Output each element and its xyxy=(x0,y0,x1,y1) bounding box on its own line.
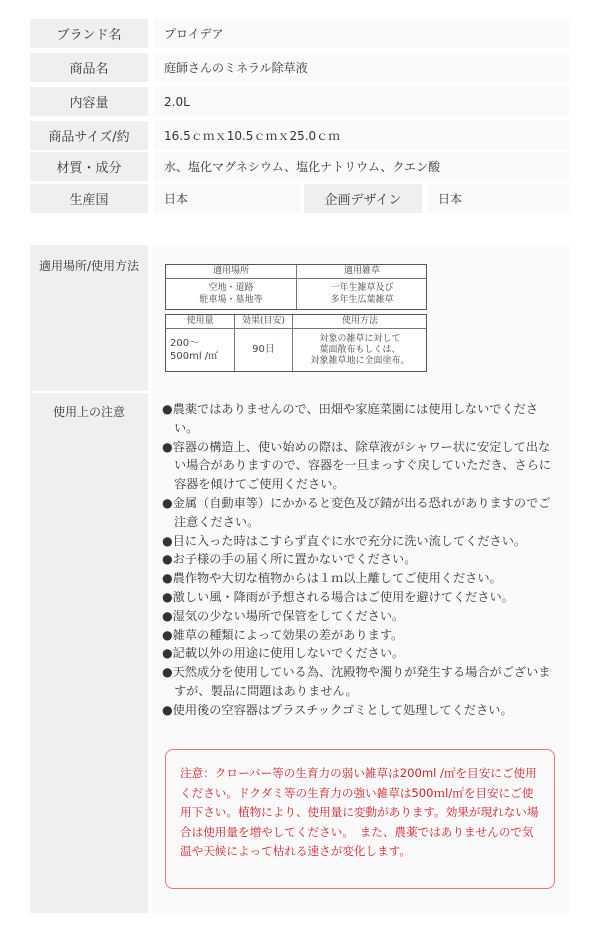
note-item: ●金属（自動車等）にかかると変色及び錆が出る恐れがありますのでご注意ください。 xyxy=(162,495,551,529)
method-value xyxy=(293,329,427,372)
notes-label: 使用上の注意 xyxy=(30,393,148,913)
note-item: ●湿気の少ない場所で保管をしてください。 xyxy=(162,608,405,623)
amount-value-line2: 500ml /㎡ xyxy=(170,350,219,362)
note-item: ●雑草の種類によって効果の差があります。 xyxy=(162,627,404,642)
weed-header: 適用雑草 xyxy=(343,265,380,276)
usage-label: 適用場所/使用方法 xyxy=(30,245,148,391)
design-label: 企画デザイン xyxy=(304,184,422,213)
method-value-line3: 対象雑草地に全面塗布。 xyxy=(310,356,410,367)
effect-header: 効果(目安) xyxy=(241,315,286,326)
note-item: ●お子様の手の届く所に置かないでください。 xyxy=(162,552,417,567)
effect-value: 90日 xyxy=(252,344,275,356)
note-item: ●農作物や大切な植物からは１ｍ以上離してご使用ください。 xyxy=(162,571,502,586)
design-value: 日本 xyxy=(428,184,570,213)
usage-table-bottom xyxy=(165,314,427,372)
note-item: ●容器の構造上、使い始めの際は、除草液がシャワー状に安定して出ない場合がありますので、容器を一旦まっすぐ戻していただき、さらに容器を傾けてご使用ください。 xyxy=(162,439,552,492)
spec-row-brand xyxy=(30,19,570,48)
size-value: 16.5ｃｍｘ10.5ｃｍｘ25.0ｃｍ xyxy=(154,121,570,150)
note-item: ●記載以外の用途に使用しないでください。 xyxy=(162,646,405,661)
method-header: 使用方法 xyxy=(341,315,378,326)
note-item: ●天然成分を使用している為、沈殿物や濁りが発生する場合がございますが、製品に問題はありません。 xyxy=(162,665,551,698)
place-value xyxy=(166,279,296,310)
brand-label: ブランド名 xyxy=(30,19,148,48)
brand-value: プロイデア xyxy=(154,19,570,48)
notes-list xyxy=(162,400,562,720)
material-value: 水、塩化マグネシウム、塩化ナトリウム、クエン酸 xyxy=(154,152,570,181)
note-item: ●目に入った時はこすらず直ぐに水で充分に洗い流してください。 xyxy=(162,533,527,548)
caution-text: 注意：クローバー等の生育力の弱い雑草は200ml /㎡を目安にご使用ください。ドクダミ等の生育力の強い雑草は500ｍl/㎡を目安にご使用下さい。植物により、使用量に変動があります。効果が現れない場合は使用量を増やしてください。 また、農薬ではありませんので気温や天候によって枯れる速さが変化します。 xyxy=(180,766,539,858)
material-label: 材質・成分 xyxy=(30,152,148,181)
spec-row-size xyxy=(30,121,570,150)
spec-table xyxy=(30,19,570,215)
volume-label: 内容量 xyxy=(30,87,148,116)
method-value-line2: 葉面散布もしくは、 xyxy=(319,344,401,355)
amount-header: 使用量 xyxy=(186,315,214,326)
usage-table-top xyxy=(165,264,427,310)
caution-box xyxy=(165,749,555,889)
method-value-line1: 対象の雑草に対して xyxy=(319,333,401,344)
size-label: 商品サイズ/約 xyxy=(30,121,148,150)
note-item: ●農薬ではありませんので、田畑や家庭菜園には使用しないでください。 xyxy=(162,402,539,435)
place-value-line2: 駐車場・墓地等 xyxy=(199,294,263,305)
note-item: ●使用後の空容器はプラスチックゴミとして処理してください。 xyxy=(162,702,513,717)
note-item: ●激しい風・降雨が予想される場合はご使用を避けてください。 xyxy=(162,589,514,604)
spec-row-volume xyxy=(30,87,570,116)
origin-value: 日本 xyxy=(154,184,300,213)
weed-value-line2: 多年生広葉雑草 xyxy=(330,294,394,305)
amount-value xyxy=(166,329,234,372)
place-value-line1: 空地・道路 xyxy=(208,283,254,294)
volume-value: 2.0L xyxy=(154,87,570,116)
spec-row-material xyxy=(30,152,570,181)
weed-value xyxy=(297,279,427,310)
spec-row-origin xyxy=(30,184,570,213)
product-name-label: 商品名 xyxy=(30,53,148,82)
weed-value-line1: 一年生雑草及び xyxy=(330,283,394,294)
amount-value-line1: 200～ xyxy=(170,338,200,349)
spec-row-name xyxy=(30,53,570,82)
product-name-value: 庭師さんのミネラル除草液 xyxy=(154,53,570,82)
place-header: 適用場所 xyxy=(212,265,249,276)
origin-label: 生産国 xyxy=(30,184,148,213)
